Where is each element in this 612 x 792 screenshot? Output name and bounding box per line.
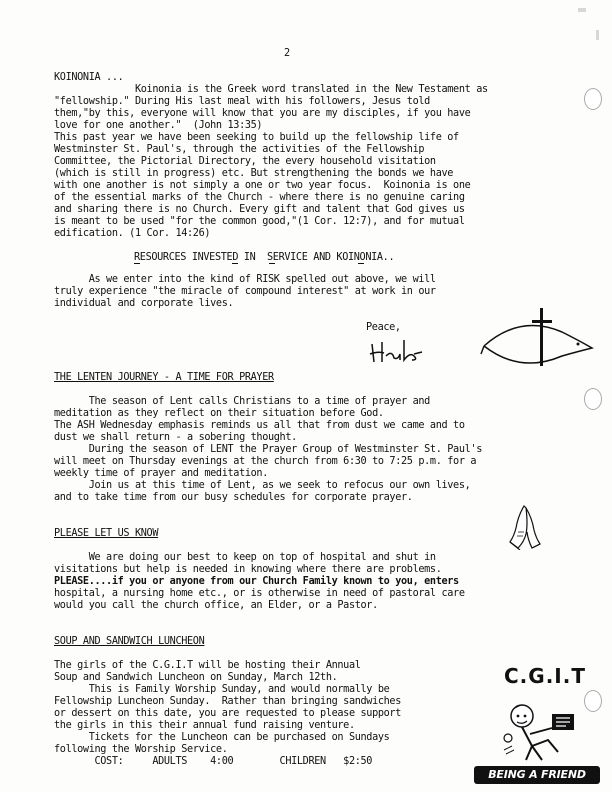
paragraph-line: This past year we have been seeking to build up the fellowship life of <box>54 132 459 143</box>
paragraph-line: and sharing there is no Church. Every gift and talent that God gives us <box>54 204 465 215</box>
paragraph-line: This is Family Worship Sunday, and would normally be <box>54 684 390 695</box>
paragraph-line: of the essential marks of the Church - where there is no genuine caring <box>54 192 465 203</box>
resources-underline-k <box>358 263 364 264</box>
punch-hole <box>584 388 602 410</box>
please-know-heading: PLEASE LET US KNOW <box>54 528 159 539</box>
scan-mark <box>596 30 599 40</box>
paragraph-line: is meant to be used "for the common good,"(1 Cor. 12:7), and for mutual <box>54 216 465 227</box>
paragraph-line: weekly time of prayer and meditation. <box>54 468 268 479</box>
paragraph-line: would you call the church office, an Elder, or a Pastor. <box>54 600 378 611</box>
ichthys-cross-icon <box>480 306 598 370</box>
praying-hands-icon <box>508 504 542 550</box>
paragraph-line: Soup and Sandwich Luncheon on Sunday, March 12th. <box>54 672 338 683</box>
resources-underline-s <box>269 263 275 264</box>
paragraph-line: Committee, the Pictorial Directory, the every household visitation <box>54 156 436 167</box>
paragraph-line: following the Worship Service. <box>54 744 228 755</box>
paragraph-line: We are doing our best to keep on top of hospital and shut in <box>54 552 436 563</box>
paragraph-line: Tickets for the Luncheon can be purchased on Sundays <box>54 732 390 743</box>
resources-underline-i <box>232 263 238 264</box>
cgit-banner-text: BEING A FRIEND <box>488 768 586 781</box>
paragraph-line: (which is still in progress) etc. But strengthening the bonds we have <box>54 168 454 179</box>
paragraph-line: meditation as they reflect on their situation before God. <box>54 408 384 419</box>
punch-hole <box>584 88 602 110</box>
paragraph-line: and to take time from our busy schedules for corporate prayer. <box>54 492 413 503</box>
scan-mark <box>578 8 586 12</box>
paragraph-line: dust we shall return - a sobering thought. <box>54 432 297 443</box>
paragraph-line: with one another is not simply a one or two year focus. Koinonia is one <box>54 180 471 191</box>
salutation: Peace, <box>366 322 401 333</box>
paragraph-line: Join us at this time of Lent, as we seek to refocus our own lives, <box>54 480 471 491</box>
paragraph-line: edification. (1 Cor. 14:26) <box>54 228 211 239</box>
paragraph-line: Fellowship Luncheon Sunday. Rather than bringing sandwiches <box>54 696 402 707</box>
resources-heading: RESOURCES INVESTED IN SERVICE AND KOINONIA.. <box>134 252 395 263</box>
paragraph-line: truly experience "the miracle of compound interest" at work in our <box>54 286 436 297</box>
paragraph-line: hospital, a nursing home etc., or is otherwise in need of pastoral care <box>54 588 465 599</box>
paragraph-line: Westminster St. Paul's, through the activities of the Fellowship <box>54 144 425 155</box>
paragraph-line: the girls in this their annual fund raising venture. <box>54 720 355 731</box>
page-number: 2 <box>284 48 290 59</box>
paragraph-line: Koinonia is the Greek word translated in the New Testament as <box>54 84 488 95</box>
paragraph-line: or dessert on this date, you are requested to please support <box>54 708 402 719</box>
paragraph-line: visitations but help is needed in knowing where there are problems. <box>54 564 442 575</box>
paragraph-line: During the season of LENT the Prayer Group of Westminster St. Paul's <box>54 444 482 455</box>
paragraph-line: The girls of the C.G.I.T will be hosting their Annual <box>54 660 361 671</box>
paragraph-line: "fellowship." During His last meal with his followers, Jesus told <box>54 96 430 107</box>
paragraph-line: will meet on Thursday evenings at the church from 6:30 to 7:25 p.m. for a <box>54 456 477 467</box>
lenten-heading: THE LENTEN JOURNEY - A TIME FOR PRAYER <box>54 372 274 383</box>
paragraph-line: The ASH Wednesday emphasis reminds us all that from dust we came and to <box>54 420 465 431</box>
koinonia-heading: KOINONIA ... <box>54 72 124 83</box>
paragraph-line: As we enter into the kind of RISK spelled out above, we will <box>54 274 436 285</box>
cgit-logo-title: C.G.I.T <box>504 664 586 688</box>
pastor-signature <box>368 334 424 366</box>
paragraph-line: The season of Lent calls Christians to a time of prayer and <box>54 396 430 407</box>
paragraph-line: them,"by this, everyone will know that you are my disciples, if you have <box>54 108 471 119</box>
paragraph-line: individual and corporate lives. <box>54 298 234 309</box>
cost-line: COST: ADULTS 4:00 CHILDREN $2:50 <box>54 756 373 767</box>
luncheon-heading: SOUP AND SANDWICH LUNCHEON <box>54 636 205 647</box>
punch-hole <box>584 690 602 712</box>
cgit-girl-illustration-icon <box>502 694 582 766</box>
cgit-banner <box>474 766 600 784</box>
paragraph-line: PLEASE....if you or anyone from our Church Family known to you, enters <box>54 576 459 587</box>
paragraph-line: love for one another." (John 13:35) <box>54 120 263 131</box>
resources-underline-r <box>134 263 140 264</box>
